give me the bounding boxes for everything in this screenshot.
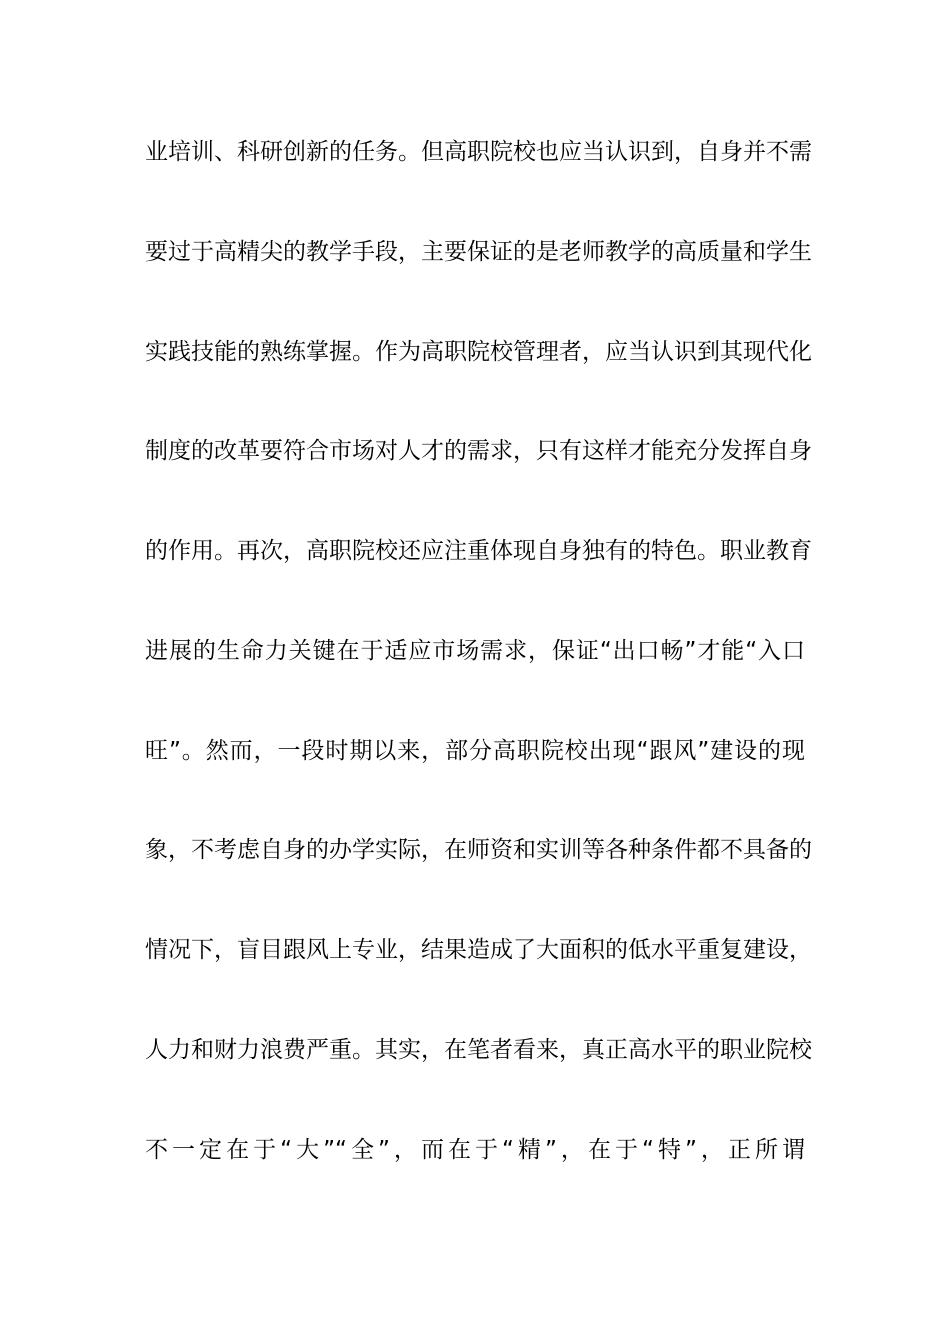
text-line: 情况下，盲目跟风上专业，结果造成了大面积的低水平重复建设， (145, 937, 812, 964)
text-line: 人力和财力浪费严重。其实，在笔者看来，真正高水平的职业院校 (145, 1037, 812, 1064)
text-line: 要过于高精尖的教学手段，主要保证的是老师教学的高质量和学生 (145, 238, 812, 265)
text-line: 旺”。然而，一段时期以来，部分高职院校出现“跟风”建设的现 (145, 737, 805, 764)
body-text (145, 128, 812, 1226)
text-line: 实践技能的熟练掌握。作为高职院校管理者，应当认识到其现代化 (145, 338, 812, 365)
text-line: 制度的改革要符合市场对人才的需求，只有这样才能充分发挥自身 (145, 438, 812, 465)
text-line: 进展的生命力关键在于适应市场需求，保证“出口畅”才能“入口 (145, 637, 805, 664)
text-line: 不一定在于“大”“全”，而在于“精”，在于“特”，正所谓 (145, 1136, 805, 1163)
text-line: 业培训、科研创新的任务。但高职院校也应当认识到，自身并不需 (145, 139, 812, 165)
text-line: 的作用。再次，高职院校还应注重体现自身独有的特色。职业教育 (145, 538, 812, 565)
text-line: 象，不考虑自身的办学实际，在师资和实训等各种条件都不具备的 (145, 837, 812, 864)
